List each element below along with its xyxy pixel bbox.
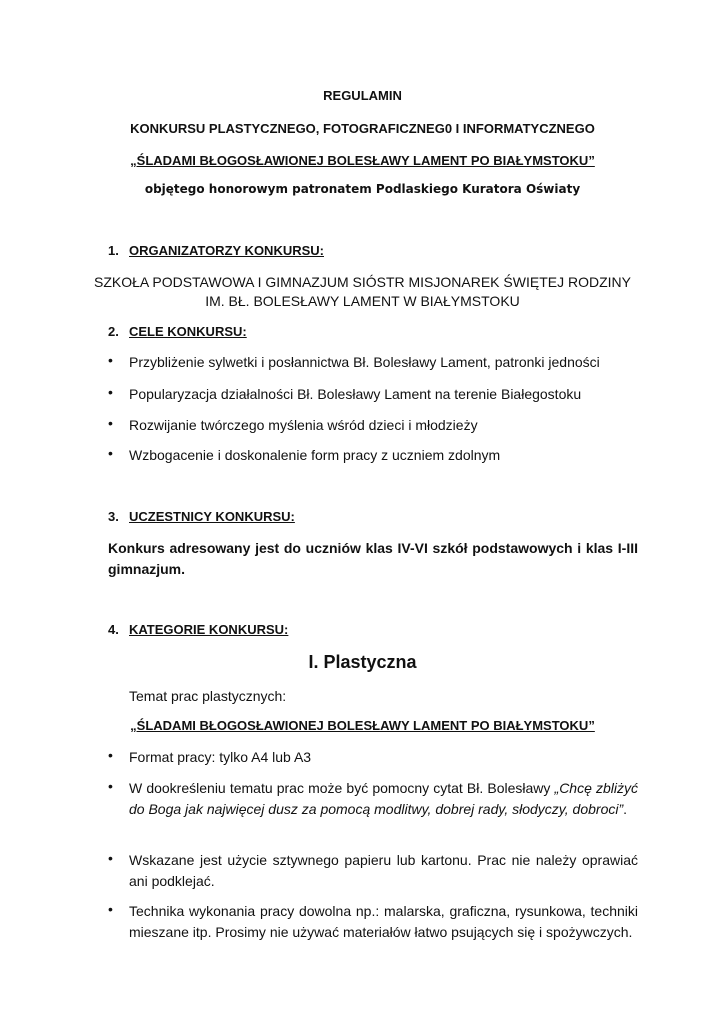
topic-title: „ŚLADAMI BŁOGOSŁAWIONEJ BOLESŁAWY LAMENT PO BIAŁYMSTOKU” (130, 718, 595, 733)
section-1-title: ORGANIZATORZY KONKURSU: (129, 243, 324, 258)
bullet-glyph: • (108, 352, 113, 368)
bullet-glyph: • (108, 901, 113, 917)
bullet-glyph: • (108, 778, 113, 794)
document-subtitle: KONKURSU PLASTYCZNEGO, FOTOGRAFICZNEG0 I INFORMATYCZNEGO (130, 121, 595, 136)
section-2-title: CELE KONKURSU: (129, 324, 247, 339)
rule-suffix: . (623, 801, 628, 817)
bullet-glyph: • (108, 850, 113, 866)
section-3-number: 3. (108, 509, 119, 524)
category-rule-item (129, 778, 638, 820)
goal-item: Przybliżenie sylwetki i posłannictwa Bł. Bolesławy Lament, patronki jedności (129, 354, 600, 370)
contest-theme: „ŚLADAMI BŁOGOSŁAWIONEJ BOLESŁAWY LAMENT PO BIAŁYMSTOKU” (130, 153, 595, 168)
category-rule-item: Technika wykonania pracy dowolna np.: malarska, graficzna, rysunkowa, techniki mieszane itp. Prosimy nie używać materiałów łatwo psujących się i spożywczych. (129, 903, 638, 940)
section-3-title: UCZESTNICY KONKURSU: (129, 509, 295, 524)
document-title: REGULAMIN (323, 88, 402, 103)
category-rule-item: Format pracy: tylko A4 lub A3 (129, 749, 312, 765)
bullet-glyph: • (108, 415, 113, 431)
goal-item: Wzbogacenie i doskonalenie form pracy z uczniem zdolnym (129, 447, 501, 463)
category-rule-item: Wskazane jest użycie sztywnego papieru lub kartonu. Prac nie należy oprawiać ani podklejać. (129, 852, 638, 889)
section-4-number: 4. (108, 622, 119, 637)
section-2-number: 2. (108, 324, 119, 339)
blessed-quote: „Chcę zbliżyć do Boga jak najwięcej dusz za pomocą modlitwy, dobrej rady, słodyczy, dobroci” (129, 780, 638, 817)
organizer-line-1: SZKOŁA PODSTAWOWA I GIMNAZJUM SIÓSTR MISJONAREK ŚWIĘTEJ RODZINY (94, 274, 631, 290)
rule-prefix: W dookreśleniu tematu prac może być pomocny cytat Bł. Bolesławy (129, 780, 555, 796)
section-1-number: 1. (108, 243, 119, 258)
goal-item: Rozwijanie twórczego myślenia wśród dzieci i młodzieży (129, 417, 478, 433)
organizer-line-2: IM. BŁ. BOLESŁAWY LAMENT W BIAŁYMSTOKU (205, 293, 520, 309)
patronage-line: objętego honorowym patronatem Podlaskiego Kuratora Oświaty (144, 182, 581, 196)
category-heading: I. Plastyczna (308, 652, 417, 672)
bullet-glyph: • (108, 445, 113, 461)
participants-text: Konkurs adresowany jest do uczniów klas IV-VI szkół podstawowych i klas I-III gimnazjum. (108, 540, 638, 577)
bullet-glyph: • (108, 384, 113, 400)
section-4-title: KATEGORIE KONKURSU: (129, 622, 289, 637)
bullet-glyph: • (108, 747, 113, 763)
topic-label: Temat prac plastycznych: (129, 688, 287, 704)
goal-item: Popularyzacja działalności Bł. Bolesławy Lament na terenie Białegostoku (129, 386, 582, 402)
